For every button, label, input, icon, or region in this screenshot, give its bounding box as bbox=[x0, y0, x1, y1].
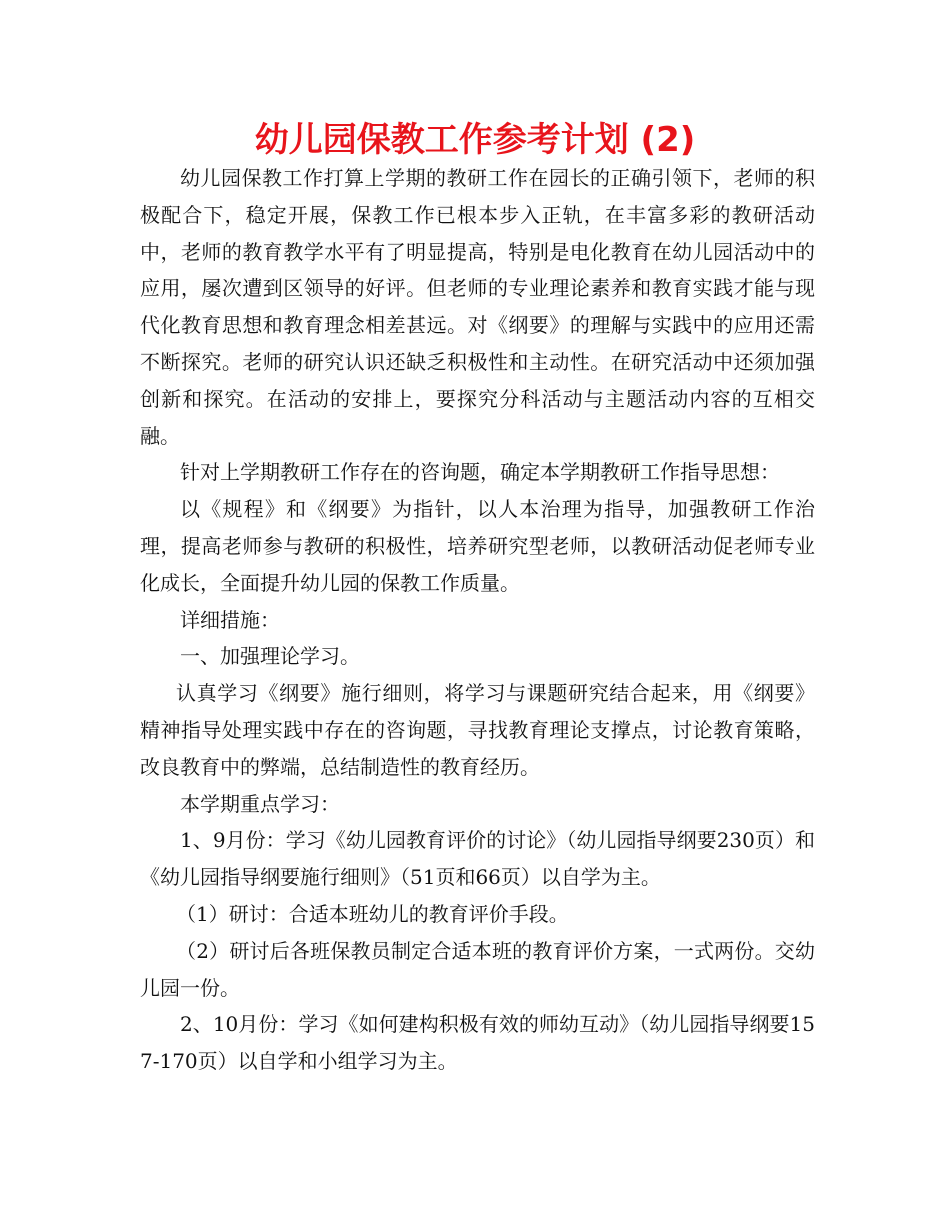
section-heading-theory: 一、加强理论学习。 bbox=[180, 644, 360, 669]
document-body bbox=[140, 160, 815, 1080]
paragraph-guiding-thought: 针对上学期教研工作存在的咨询题，确定本学期教研工作指导思想： bbox=[180, 460, 780, 485]
list-item-october: 2、10月份：学习《如何建构积极有效的师幼互动》（幼儿园指导纲要157-170页）以自学和小组学习为主。 bbox=[140, 1012, 815, 1074]
paragraph-theory-study: 认真学习《纲要》施行细则，将学习与课题研究结合起来，用《纲要》精神指导处理实践中存在的咨询题，寻找教育理论支撑点，讨论教育策略，改良教育中的弊端，总结制造性的教育经历。 bbox=[140, 681, 815, 779]
list-item-research-1: （1）研讨：合适本班幼儿的教育评价手段。 bbox=[176, 901, 569, 926]
paragraph-key-study-heading: 本学期重点学习： bbox=[180, 791, 340, 816]
list-item-research-2: （2）研讨后各班保教员制定合适本班的教育评价方案，一式两份。交幼儿园一份。 bbox=[140, 938, 815, 1000]
paragraph-measures-heading: 详细措施： bbox=[180, 607, 280, 632]
list-item-september: 1、9月份：学习《幼儿园教育评价的讨论》（幼儿园指导纲要230页）和《幼儿园指导纲要施行细则》（51页和66页）以自学为主。 bbox=[140, 828, 815, 890]
document-title: 幼儿园保教工作参考计划 (2) bbox=[254, 120, 696, 160]
paragraph-guideline: 以《规程》和《纲要》为指针，以人本治理为指导，加强教研工作治理，提高老师参与教研的积极性，培养研究型老师，以教研活动促老师专业化成长，全面提升幼儿园的保教工作质量。 bbox=[140, 497, 815, 595]
paragraph-intro: 幼儿园保教工作打算上学期的教研工作在园长的正确引领下，老师的积极配合下，稳定开展，保教工作已根本步入正轨，在丰富多彩的教研活动中，老师的教育教学水平有了明显提高，特别是电化教育在幼儿园活动中的应用，屡次遭到区领导的好评。但老师的专业理论素养和教育实践才能与现代化教育思想和教育理念相差甚远。对《纲要》的理解与实践中的应用还需不断探究。老师的研究认识还缺乏积极性和主动性。在研究活动中还须加强创新和探究。在活动的安排上，要探究分科活动与主题活动内容的互相交融。 bbox=[140, 166, 815, 448]
